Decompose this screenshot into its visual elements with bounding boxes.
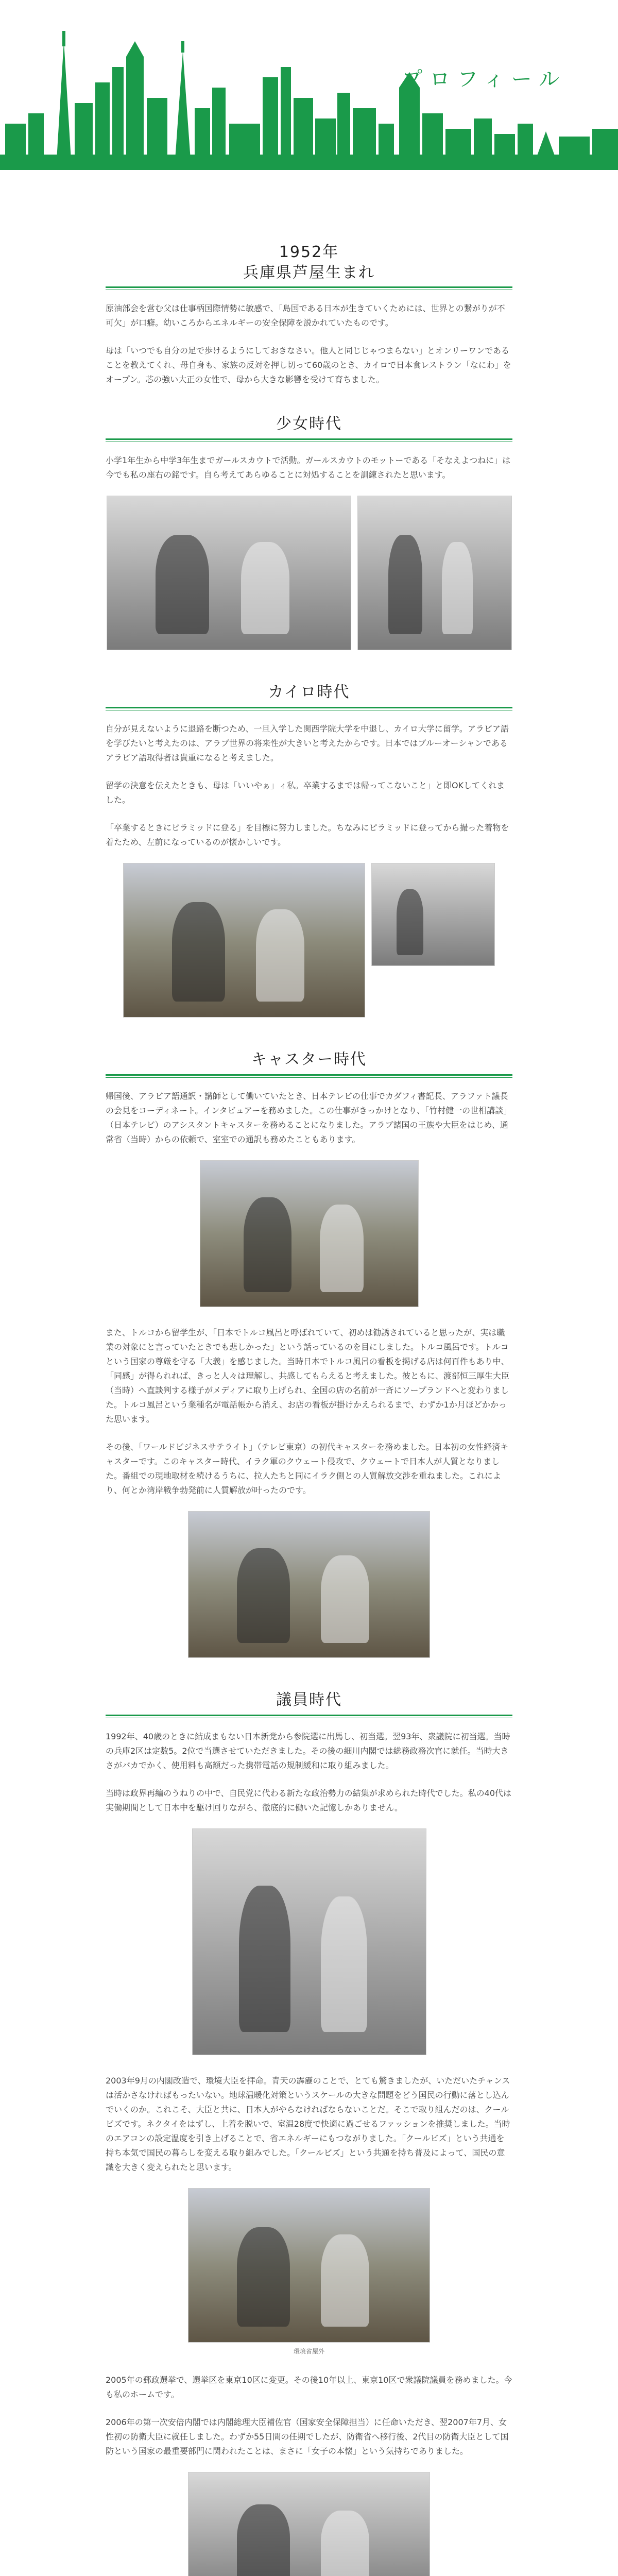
- section-birth: [106, 242, 512, 387]
- section-divider: [106, 286, 512, 288]
- tv-studio-photo: [200, 1160, 419, 1307]
- paragraph: 「卒業するときにピラミッドに登る」を目標に努力しました。ちなみにピラミッドに登ってから撮った着物を着たため、左前になっているのが懐かしいです。: [106, 823, 509, 847]
- city-skyline-illustration: [0, 21, 618, 170]
- coolbiz-photo: [188, 2188, 430, 2343]
- photo-row: [106, 1160, 512, 1307]
- section-title: 少女時代: [276, 415, 342, 433]
- photo-row: [106, 2472, 512, 2576]
- section-diet: [106, 1689, 512, 2576]
- photo-row: [106, 863, 512, 1018]
- section-title: 議員時代: [276, 1691, 342, 1709]
- photo-caption: 環境省屋外: [293, 2348, 324, 2355]
- paragraph: 帰国後、アラビア語通訳・講師として働いていたとき、日本テレビの仕事でカダフィ書記長、アラファト議長の会見をコーディネート。インタビュアーを務めました。この仕事がきっかけとなり、「竹村健一の世相講談」（日本テレビ）のアシスタントキャスターを務めることになりました。アラブ諸国の王族や大臣をはじめ、通常省（当時）からの依頼で、室室での通訳も務めたこともあります。: [106, 1091, 512, 1144]
- cairo-group-photo: [123, 863, 365, 1018]
- paragraph: 2003年9月の内閣改造で、環境大臣を拝命。青天の霹靂のことで、とても驚きましたが、いただいたチャンスは活かさなければもったいない。地球温暖化対策というスケールの大きな問題をどう国民の行動に落とし込んでいくのか。これこそ、大臣と共に、日本人がやらなければならないことだ。そこで取り組んだのは、クールビズです。ネクタイをはずし、上着を脱いで、室温28度で快適に過ごせるファッションを推奨しました。当時のエアコンの設定温度を引き上げることで、省エネルギーにもつながりました。「クールビズ」という共通を持ち本気で国民の暮らしを変える取り組みでした。「クールビズ」という共通を持ち普及によって、国民の意識を大きく変えられたと思います。: [106, 2076, 510, 2172]
- section-cairo: [106, 681, 512, 1018]
- pyramid-photo: [371, 863, 495, 966]
- photo-row: [106, 496, 512, 650]
- paragraph: 2005年の郵政選挙で、選挙区を東京10区に変更。その後10年以上、東京10区で衆議院議員を務めました。今も私のホームです。: [106, 2375, 512, 2399]
- hero-header: [0, 0, 618, 170]
- photo-row: [106, 1511, 512, 1658]
- photo-row: [106, 1828, 512, 2055]
- paragraph: その後、「ワールドビジネスサテライト」（テレビ東京）の初代キャスターを務めました。日本初の女性経済キャスターです。このキャスター時代、イラク軍のクウェート侵攻で、クウェートで日本人が人質となりました。番組での現地取材を続けるうちに、拉人たちと同にイラク側との人質解放交渉を重ねました。これにより、何とか湾岸戦争勃発前に人質解放が叶ったのです。: [106, 1442, 509, 1495]
- section-title: キャスター時代: [251, 1050, 367, 1069]
- paragraph: 留学の決意を伝えたときも、母は「いいやぁ」ィ私。卒業するまでは帰ってこないこと」と即OKしてくれました。: [106, 781, 505, 805]
- girlhood-photo: [357, 496, 512, 650]
- section-divider: [106, 707, 512, 708]
- girlscout-photo: [107, 496, 351, 650]
- section-divider: [106, 1715, 512, 1716]
- photo-row: [106, 2188, 512, 2343]
- section-title: カイロ時代: [268, 683, 350, 701]
- paragraph: 原油部会を営む父は仕事柄国際情勢に敏感で、「島国である日本が生きていくためには、世界との繋がりが不可欠」が口癖。幼いころからエネルギーの安全保障を説かれていたものです。: [106, 303, 505, 328]
- newsroom-photo: [188, 1511, 430, 1658]
- birth-place: 兵庫県芦屋生まれ: [243, 264, 375, 282]
- paragraph: 自分が見えないように退路を断つため、一旦入学した関西学院大学を中退し、カイロ大学に留学。アラビア語を学びたいと考えたのは、アラブ世界の将来性が大きいと考えたからです。日本ではブルーオーシャンであるアラビア語取得者は貴重になると考えました。: [106, 724, 509, 762]
- section-divider: [106, 438, 512, 440]
- paragraph: 当時は政界再編のうねりの中で、自民党に代わる新たな政治勢力の結集が求められた時代でした。私の40代は実働期間として日本中を駆け回りながら、徹底的に働いた記憶しかありません。: [106, 1788, 512, 1812]
- section-girlhood: [106, 413, 512, 650]
- paragraph: 母は「いつでも自分の足で歩けるようにしておきなさい。他人と同じじゃつまらない」とオンリーワンであることを教えてくれ、母自身も、家族の反対を押し切って60歳のとき、カイロで日本食レストラン「なにわ」をオープン。芯の強い大正の女性で、母から大きな影響を受けて育ちました。: [106, 346, 511, 384]
- paragraph: 1992年、40歳のときに結成まもない日本新党から参院選に出馬し、初当選。翌93年、衆議院に初当選。当時の兵庫2区は定数5。2位で当選させていただきました。その後の細川内閣では総務政務次官に就任。当時大きさがバカでかく、使用料も高額だった携帯電話の規制緩和に取り組みました。: [106, 1732, 510, 1770]
- paragraph: 小学1年生から中学3年生までガールスカウトで活動。ガールスカウトのモットーである「そなえよつねに」は今でも私の座右の銘です。自ら考えてあらゆることに対処することを訓練されたと思います。: [106, 455, 511, 480]
- profile-content: [106, 242, 512, 2576]
- paragraph: また、トルコから留学生が、「日本でトルコ風呂と呼ばれていて、初めは勧誘されていると思ったが、実は職業の対象にと言っていたときでも悲しかった」という話っているのを目にしました。トルコ風呂です。トルコという国家の尊厳を守る「大義」を感じました。当時日本でトルコ風呂の看板を掲げる店は何百件もあり中、「同感」が得られれば、きっと人々は理解し、共感してもらえると考えました。彼ともに、渡部恒三厚生大臣（当時）へ直談判する様子がメディアに取り上げられ、全国の店の名前が一斉にソープランドへと変わりました。トルコ風呂という業種名が電話帳から消え、お店の看板が掛けかえられるまで、わずか1か月ほどかかった思います。: [106, 1328, 510, 1424]
- paragraph: 2006年の第一次安倍内閣では内閣総理大臣補佐官（国家安全保障担当）に任命いただき、翌2007年7月、女性初の防衛大臣に就任しました。わずか55日間の任期でしたが、防衛省へ移行後、2代目の防衛大臣として国防という国家の最重要部門に関われたことは、まさに「女子の本懐」という気持ちでありました。: [106, 2417, 509, 2456]
- section-divider: [106, 1074, 512, 1076]
- defense-ministry-photo: [188, 2472, 430, 2576]
- section-caster: [106, 1048, 512, 1658]
- birth-year: 1952年: [279, 243, 339, 261]
- page-title: プロフィール: [402, 67, 566, 91]
- campaign-photo: [192, 1828, 426, 2055]
